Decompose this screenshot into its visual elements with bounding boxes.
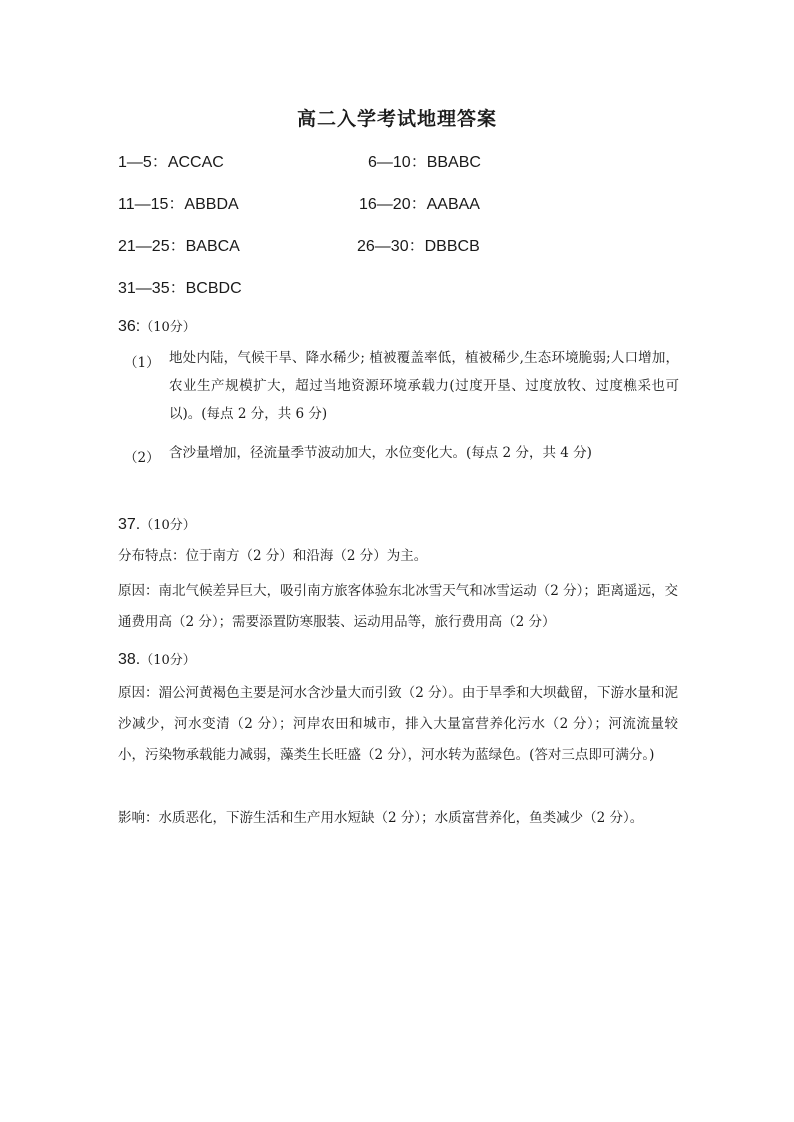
question-number: 36: [118,318,141,335]
q37-distribution: 分布特点：位于南方（2 分）和沿海（2 分）为主。 [118,548,428,564]
choice-answer: DBBCB [424,238,480,255]
q36-part2-label: （2） [124,450,160,466]
q36-part1-label: （1） [124,355,160,371]
choice-answer: ABBDA [184,196,239,213]
choice-answer-26-30 [357,233,480,256]
choice-range: 16—20： [359,196,427,213]
q38-reason: 原因：湄公河黄褐色主要是河水含沙量大而引致（2 分）。由于旱季和大坝截留，下游水量和泥沙减少，河水变清（2 分）；河岸农田和城市，排入大量富营养化污水（2 分）；河流流量较小，污染物承载能力减弱，藻类生长旺盛（2 分），河水转为蓝绿色。(答对三点即可满分。) [118,685,678,763]
choice-range: 26—30： [357,238,425,255]
choice-range: 6—10： [368,154,427,171]
q36-heading [118,316,196,336]
q36-part2-text: 含沙量增加，径流量季节波动加大，水位变化大。(每点 2 分，共 4 分) [169,445,592,461]
choice-range: 31—35： [118,280,186,297]
choice-answer-11-15 [118,191,239,214]
q38-impact: 影响：水质恶化，下游生活和生产用水短缺（2 分）；水质富营养化，鱼类减少（2 分）。 [118,810,644,826]
choice-answer: BCBDC [185,280,242,297]
choice-answer-31-35 [118,275,242,298]
choice-answer: BBABC [426,154,481,171]
choice-answer: ACCAC [167,154,224,171]
q36-part1-text: 地处内陆，气候干旱、降水稀少; 植被覆盖率低，植被稀少,生态环境脆弱;人口增加，农业生产规模扩大，超过当地资源环境承载力(过度开垦、过度放牧、过度樵采也可以)。(每点 2 分，共 6 分) [169,350,679,422]
choice-answer-21-25 [118,233,240,256]
q38-heading [118,649,196,669]
q37-heading [118,514,196,534]
question-number: 37. [118,516,141,533]
choice-range: 21—25： [118,238,186,255]
choice-range: 1—5： [118,154,168,171]
choice-answer: BABCA [185,238,240,255]
q37-reason: 原因：南北气候差异巨大，吸引南方旅客体验东北冰雪天气和冰雪运动（2 分）；距离遥远，交通费用高（2 分）；需要添置防寒服装、运动用品等，旅行费用高（2 分） [118,583,678,630]
question-score: （10分） [140,320,196,335]
question-score: （10分） [140,518,196,533]
choice-range: 11—15： [118,196,185,213]
question-number: 38. [118,651,141,668]
question-score: （10分） [140,653,196,668]
choice-answer-1-5 [118,149,224,172]
choice-answer: AABAA [426,196,480,213]
page-title: 高二入学考试地理答案 [296,108,497,130]
choice-answer-16-20 [359,191,480,214]
choice-answer-6-10 [368,149,481,172]
